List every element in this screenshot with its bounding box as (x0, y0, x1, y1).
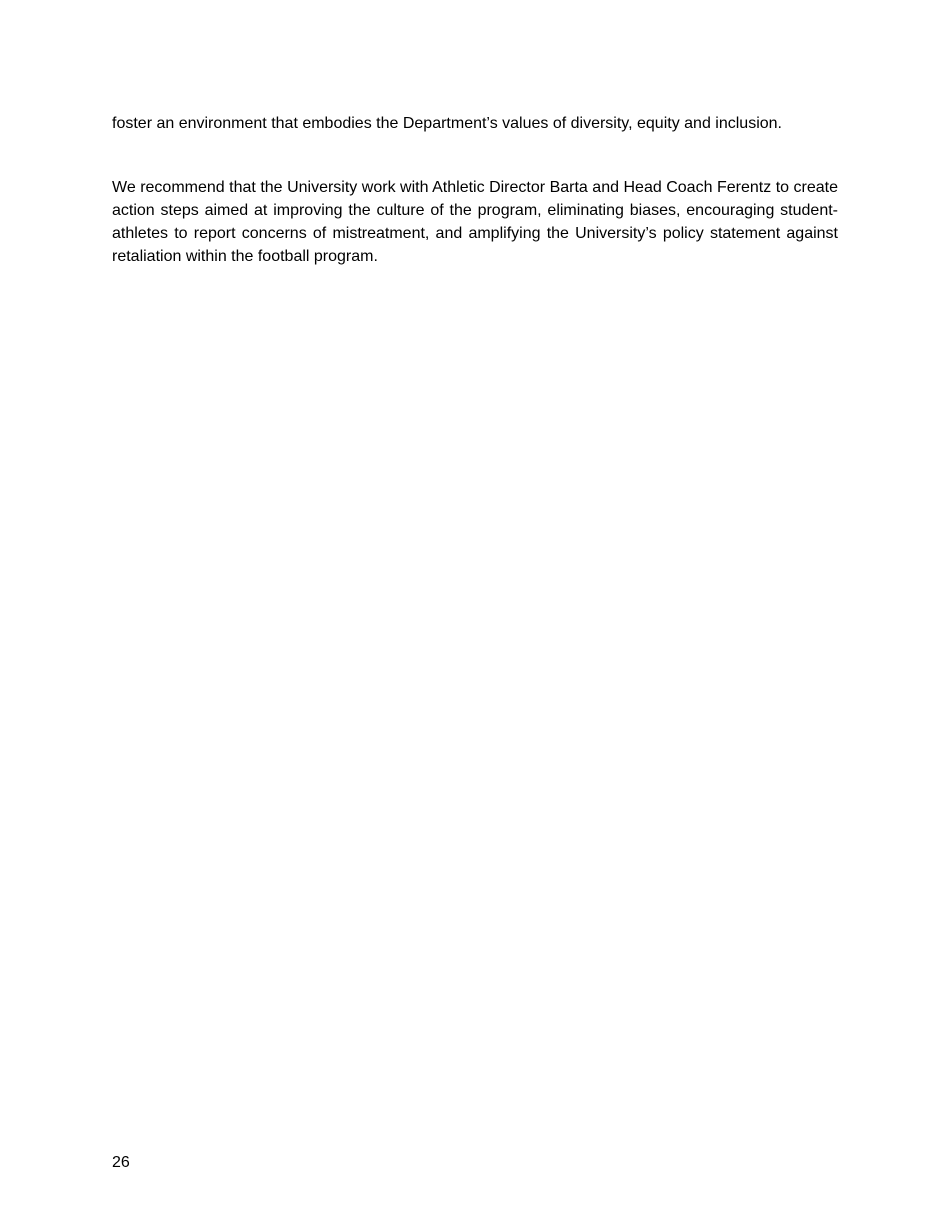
body-paragraph: foster an environment that embodies the Department’s values of diversity, equity and inclusion. (112, 115, 782, 132)
body-paragraph: We recommend that the University work with Athletic Director Barta and Head Coach Ferentz to create action steps aimed at improving the culture of the program, eliminating biases, encouraging student-athletes to report concerns of mistreatment, and amplifying the University’s policy statement against retaliation within the football program. (112, 179, 838, 265)
page-number: 26 (112, 1154, 130, 1171)
